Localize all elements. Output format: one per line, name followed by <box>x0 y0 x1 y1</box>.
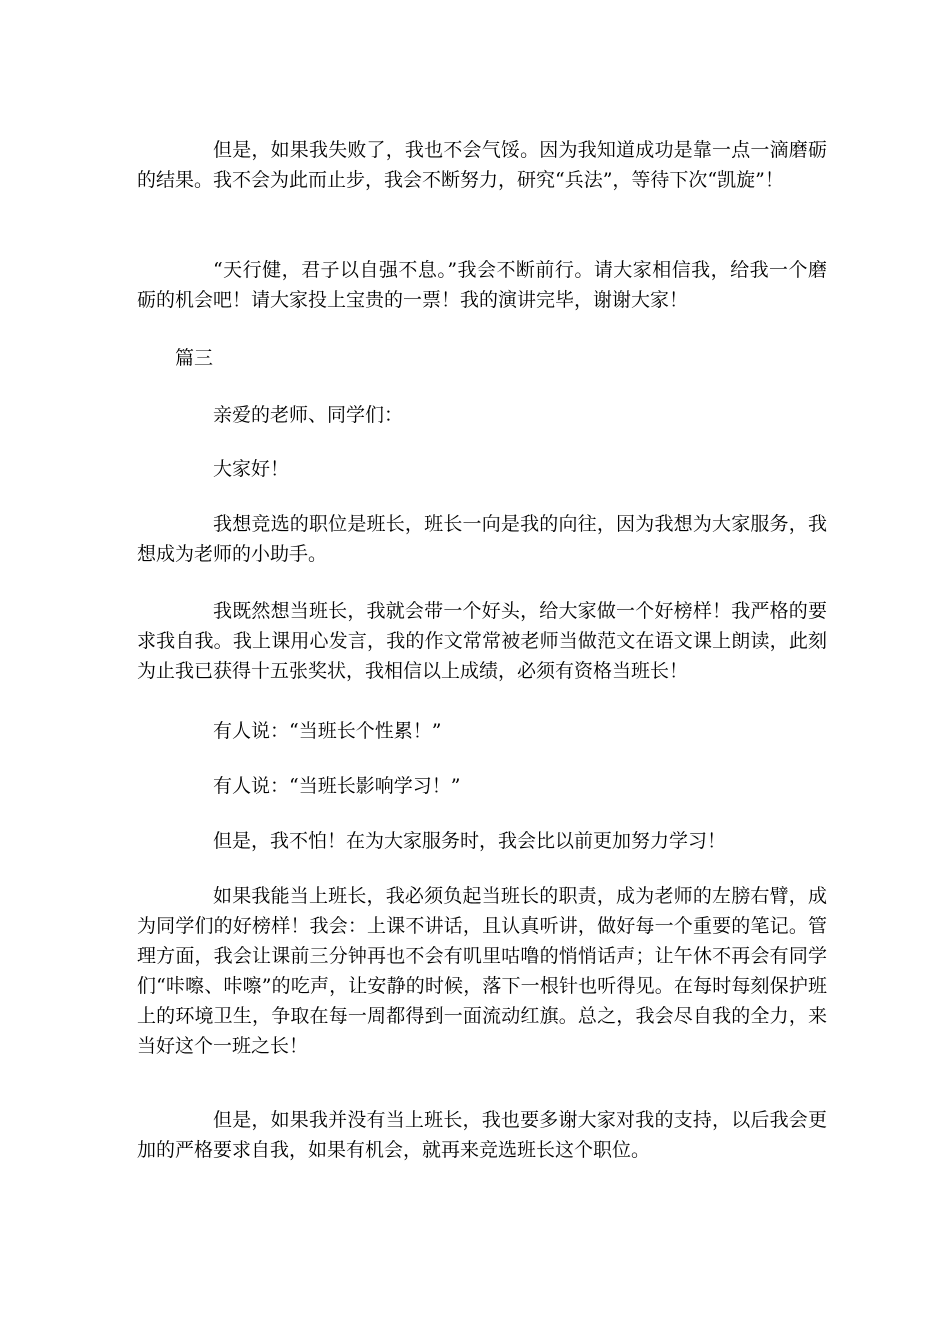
paragraph-duties: 如果我能当上班长，我必须负起当班长的职责，成为老师的左膀右臂，成为同学们的好榜样！我会：上课不讲话，且认真听讲，做好每一个重要的笔记。管理方面，我会让课前三分钟再也不会有叽里咕噜的悄悄话声；让午休不再会有同学们“咔嚓、咔嚓”的吃声，让安静的时候，落下一根针也听得见。在每时每刻保护班上的环境卫生，争取在每一周都得到一面流动红旗。总之，我会尽自我的全力，来当好这个一班之长！ <box>137 885 827 1057</box>
paragraph-greeting: 亲爱的老师、同学们： <box>213 404 404 426</box>
paragraph-role-model: 我既然想当班长，我就会带一个好头，给大家做一个好榜样！我严格的要求我自我。我上课用心发言，我的作文常常被老师当做范文在语文课上朗读，此刻为止我已获得十五张奖状，我相信以上成绩，必须有资格当班长！ <box>137 600 827 682</box>
paragraph-position: 我想竞选的职位是班长，班长一向是我的向往，因为我想为大家服务，我想成为老师的小助手。 <box>137 513 827 565</box>
paragraph-not-afraid: 但是，我不怕！在为大家服务时，我会比以前更加努力学习！ <box>213 830 727 852</box>
paragraph-thanks: 但是，如果我并没有当上班长，我也要多谢大家对我的支持，以后我会更加的严格要求自我，如果有机会，就再来竞选班长这个职位。 <box>137 1109 827 1161</box>
paragraph-hello: 大家好！ <box>213 458 290 480</box>
paragraph-failure: 但是，如果我失败了，我也不会气馁。因为我知道成功是靠一点一滴磨砺的结果。我不会为此而止步，我会不断努力，研究“兵法”，等待下次“凯旋”！ <box>137 139 827 191</box>
paragraph-closing-quote: “天行健，君子以自强不息。”我会不断前行。请大家相信我，给我一个磨砺的机会吧！请大家投上宝贵的一票！我的演讲完毕，谢谢大家！ <box>137 259 827 311</box>
section-heading: 篇三 <box>175 347 214 369</box>
paragraph-quote-study: 有人说：“当班长影响学习！” <box>213 775 461 797</box>
paragraph-quote-tired: 有人说：“当班长个性累！” <box>213 720 442 742</box>
